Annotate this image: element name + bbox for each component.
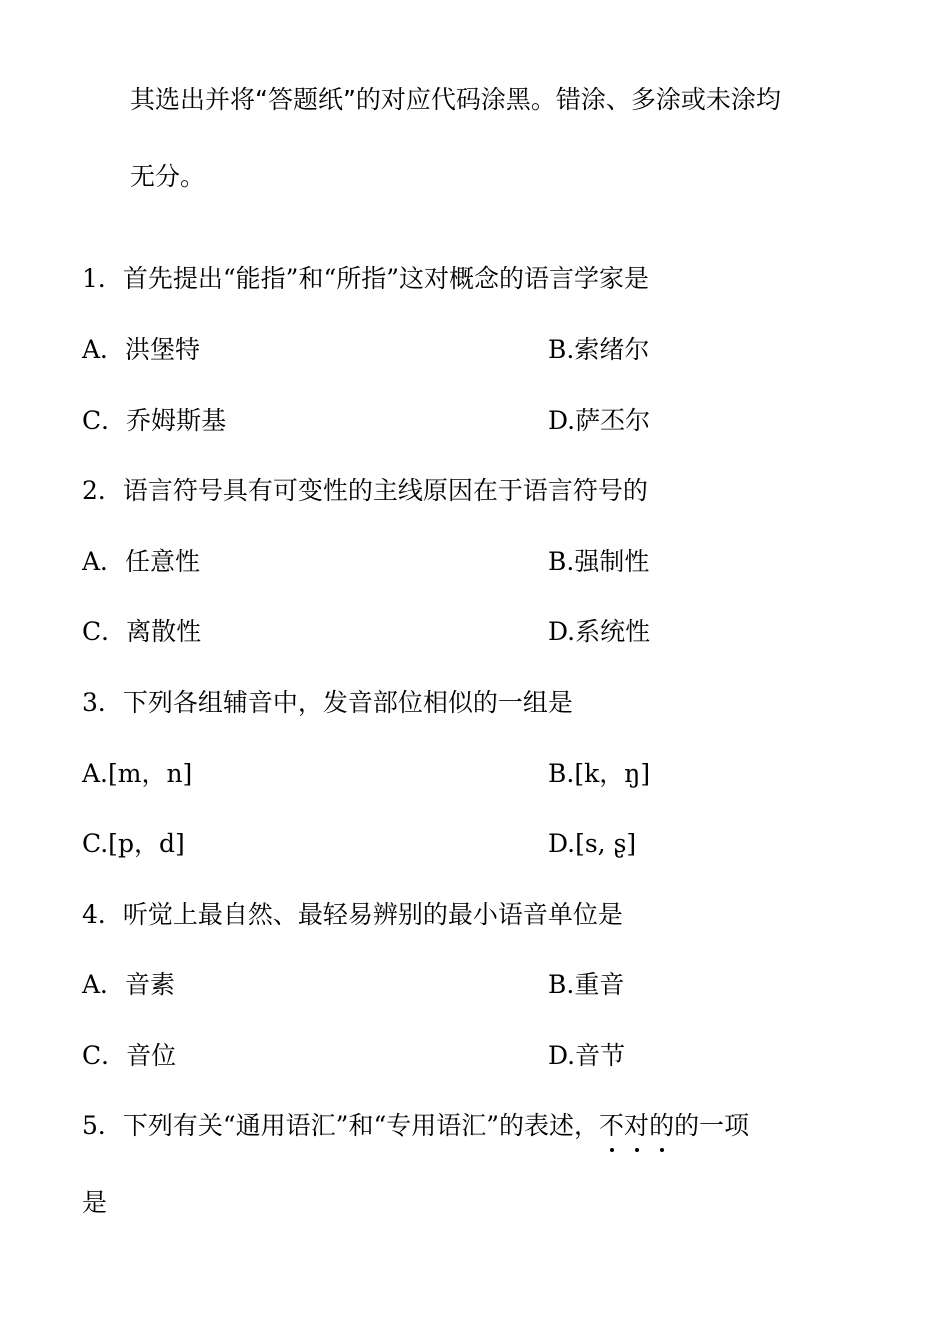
question-5-stem-end: 的一项 [674,1111,750,1140]
question-3-option-b: B.[k，ŋ] [548,759,651,788]
question-2-option-a: A．任意性 [82,547,201,576]
question-5-stem [82,1110,749,1142]
instruction-line-1: 其选出并将“答题纸”的对应代码涂黑。错涂、多涂或未涂均 [130,85,781,114]
question-1-option-d: D.萨丕尔 [548,406,651,435]
question-3-option-c: C.[p，d] [82,829,185,858]
question-4-stem: 4．听觉上最自然、最轻易辨别的最小语音单位是 [82,900,623,929]
question-1-option-a: A．洪堡特 [82,335,201,364]
question-2-stem: 2．语言符号具有可变性的主线原因在于语言符号的 [82,476,648,505]
question-2-option-d: D.系统性 [548,617,651,646]
question-3-option-a: A.[m，n] [82,759,193,788]
question-4-option-d: D.音节 [548,1041,626,1070]
question-1-stem: 1．首先提出“能指”和“所指”这对概念的语言学家是 [82,264,650,293]
emphasis-char-2: 对 [624,1111,650,1140]
question-1-option-b: B.索绪尔 [548,335,650,364]
question-3-option-d: D.[s, ʂ] [548,829,637,858]
question-2-option-c: C．离散性 [82,617,202,646]
question-1-option-c: C．乔姆斯基 [82,406,227,435]
question-3-stem: 3．下列各组辅音中，发音部位相似的一组是 [82,688,573,717]
question-4-option-a: A．音素 [82,970,176,999]
question-4-option-b: B.重音 [548,970,625,999]
question-5-stem-line-2: 是 [82,1188,108,1217]
question-2-option-b: B.强制性 [548,547,650,576]
question-5-stem-start: 5．下列有关“通用语汇”和“专用语汇”的表述， [82,1111,600,1140]
instruction-line-2: 无分。 [130,162,206,191]
question-4-option-c: C．音位 [82,1041,177,1070]
emphasis-char-1: 不 [599,1111,625,1140]
emphasis-char-3: 的 [649,1111,675,1140]
